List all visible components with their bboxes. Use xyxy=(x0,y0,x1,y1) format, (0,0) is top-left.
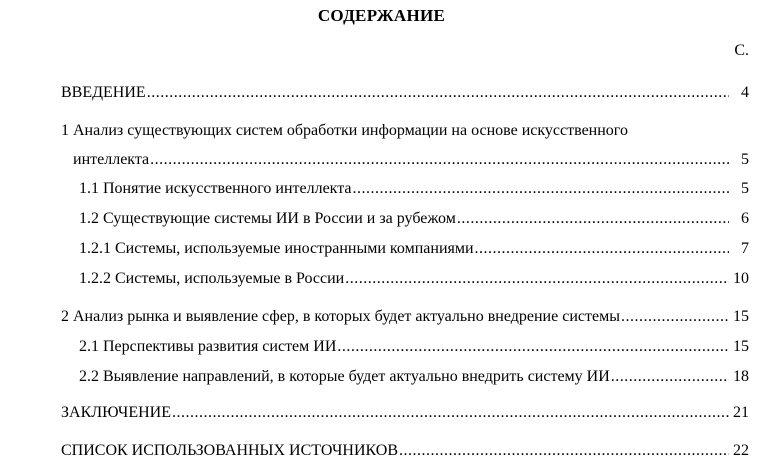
toc-entry-text: 2 Анализ рынка и выявление сфер, в которых будет актуально внедрение системы xyxy=(61,308,620,325)
toc-entry-page: 5 xyxy=(741,151,749,168)
toc-dot-leader xyxy=(611,368,729,386)
toc-entry-1-2[interactable] xyxy=(79,210,749,228)
toc-entry-page: 22 xyxy=(733,442,749,459)
toc-dot-leader xyxy=(475,240,729,258)
toc-entry-page: 10 xyxy=(733,270,749,287)
toc-entry-chapter-1[interactable] xyxy=(73,151,749,169)
toc-dot-leader xyxy=(399,442,729,460)
toc-dot-leader xyxy=(621,308,729,326)
toc-entry-text: 2.1 Перспективы развития систем ИИ xyxy=(79,338,337,355)
toc-dot-leader xyxy=(337,338,729,356)
toc-entry-page: 6 xyxy=(741,210,749,227)
toc-entry-2-1[interactable] xyxy=(79,338,749,356)
toc-entry-introduction[interactable] xyxy=(61,84,749,102)
toc-dot-leader xyxy=(345,270,729,288)
document-title: СОДЕРЖАНИЕ xyxy=(317,6,446,25)
toc-dot-leader xyxy=(150,151,729,169)
toc-entry-chapter-1-line1[interactable]: 1 Анализ существующих систем обработки информации на основе искусственного xyxy=(61,122,628,139)
toc-entry-text: интеллекта xyxy=(73,151,150,168)
page-column-label: С. xyxy=(734,42,749,59)
toc-entry-chapter-2[interactable] xyxy=(61,308,749,326)
toc-entry-text: 1.2.2 Системы, используемые в России xyxy=(79,270,345,287)
toc-entry-page: 7 xyxy=(741,240,749,257)
toc-entry-text: ВВЕДЕНИЕ xyxy=(61,84,146,101)
toc-entry-conclusion[interactable] xyxy=(61,404,749,422)
toc-entry-page: 18 xyxy=(733,368,749,385)
toc-entry-page: 5 xyxy=(741,180,749,197)
toc-entry-page: 21 xyxy=(733,404,749,421)
toc-entry-1-2-2[interactable] xyxy=(79,270,749,288)
toc-entry-page: 4 xyxy=(741,84,749,101)
toc-entry-1-1[interactable] xyxy=(79,180,749,198)
toc-entry-text: 1.1 Понятие искусственного интеллекта xyxy=(79,180,352,197)
toc-dot-leader xyxy=(172,404,729,422)
toc-entry-2-2[interactable] xyxy=(79,368,749,386)
toc-dot-leader xyxy=(353,180,729,198)
toc-dot-leader xyxy=(147,84,729,102)
toc-entry-text: СПИСОК ИСПОЛЬЗОВАННЫХ ИСТОЧНИКОВ xyxy=(61,442,399,459)
toc-entry-page: 15 xyxy=(733,308,749,325)
toc-entry-text: 1.2.1 Системы, используемые иностранными компаниями xyxy=(79,240,474,257)
toc-entry-text: ЗАКЛЮЧЕНИЕ xyxy=(61,404,171,421)
toc-entry-text: 2.2 Выявление направлений, в которые будет актуально внедрить систему ИИ xyxy=(79,368,610,385)
toc-entry-page: 15 xyxy=(733,338,749,355)
toc-dot-leader xyxy=(457,210,729,228)
toc-entry-references[interactable] xyxy=(61,442,749,460)
toc-entry-1-2-1[interactable] xyxy=(79,240,749,258)
toc-entry-text: 1.2 Существующие системы ИИ в России и за рубежом xyxy=(79,210,456,227)
